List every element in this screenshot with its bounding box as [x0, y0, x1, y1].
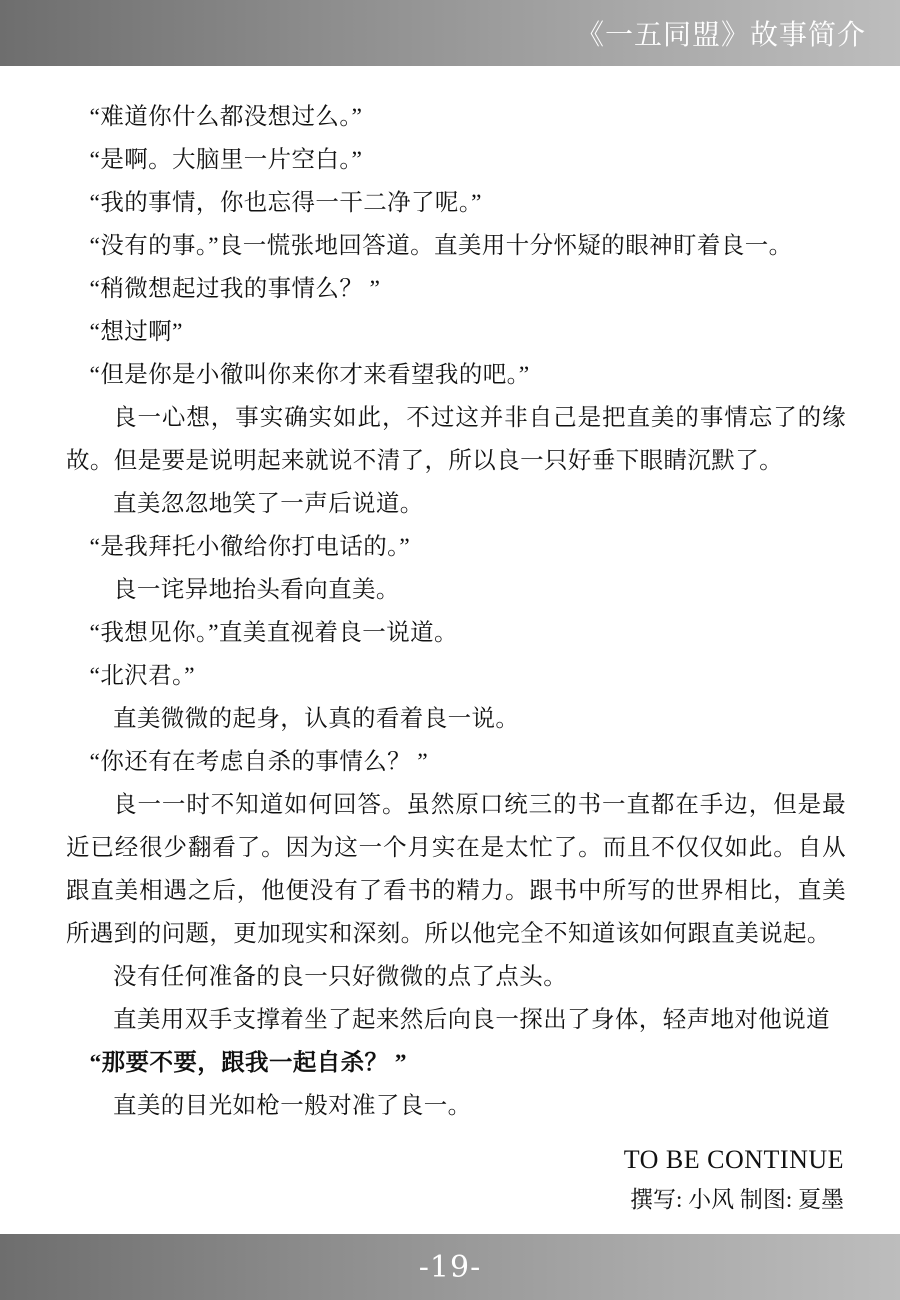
page-footer-bar: [0, 1234, 900, 1300]
story-line: “我的事情，你也忘得一干二净了呢。”: [89, 190, 482, 216]
story-line: 直美忽忽地笑了一声后说道。: [113, 491, 424, 517]
story-line: 良一一时不知道如何回答。虽然原口统三的书一直都在手边，但是最近已经很少翻看了。因为这一个月实在是太忙了。而且不仅仅如此。自从跟直美相遇之后，他便没有了看书的精力。跟书中所写的世界相比，直美所遇到的问题，更加现实和深刻。所以他完全不知道该如何跟直美说起。: [66, 792, 846, 947]
story-line: 直美用双手支撑着坐了起来然后向良一探出了身体，轻声地对他说道: [113, 1007, 830, 1033]
story-line: “想过啊”: [89, 319, 183, 345]
story-line: “难道你什么都没想过么。”: [89, 104, 363, 130]
story-line: “稍微想起过我的事情么？ ”: [89, 276, 381, 302]
story-line: 良一心想，事实确实如此，不过这并非自己是把直美的事情忘了的缘故。但是要是说明起来就说不清了，所以良一只好垂下眼睛沉默了。: [66, 405, 846, 474]
story-line: “是我拜托小徹给你打电话的。”: [89, 534, 411, 560]
page-number: -19-: [418, 1249, 482, 1285]
story-line: “你还有在考虑自杀的事情么？ ”: [89, 749, 429, 775]
page-header-bar: [0, 0, 900, 66]
story-line: “是啊。大脑里一片空白。”: [89, 147, 363, 173]
story-line: “但是你是小徹叫你来你才来看望我的吧。”: [89, 362, 530, 388]
story-line: “北沢君。”: [89, 663, 196, 689]
story-line: 良一诧异地抬头看向直美。: [113, 577, 400, 603]
credits-text: 撰写: 小风 制图: 夏墨: [629, 1187, 844, 1212]
story-line: “我想见你。”直美直视着良一说道。: [89, 620, 458, 646]
closing-block: [624, 1145, 844, 1214]
page-title: 《一五同盟》故事简介: [575, 18, 866, 51]
story-line: 直美的目光如枪一般对准了良一。: [113, 1093, 472, 1119]
story-line: “那要不要，跟我一起自杀？ ”: [89, 1050, 407, 1076]
story-body: [66, 96, 846, 1186]
story-line: 直美微微的起身，认真的看着良一说。: [113, 706, 520, 732]
story-line: “没有的事。”良一慌张地回答道。直美用十分怀疑的眼神盯着良一。: [89, 233, 793, 259]
story-line: 没有任何准备的良一只好微微的点了点头。: [113, 964, 568, 990]
to-be-continue-text: TO BE CONTINUE: [623, 1145, 844, 1174]
